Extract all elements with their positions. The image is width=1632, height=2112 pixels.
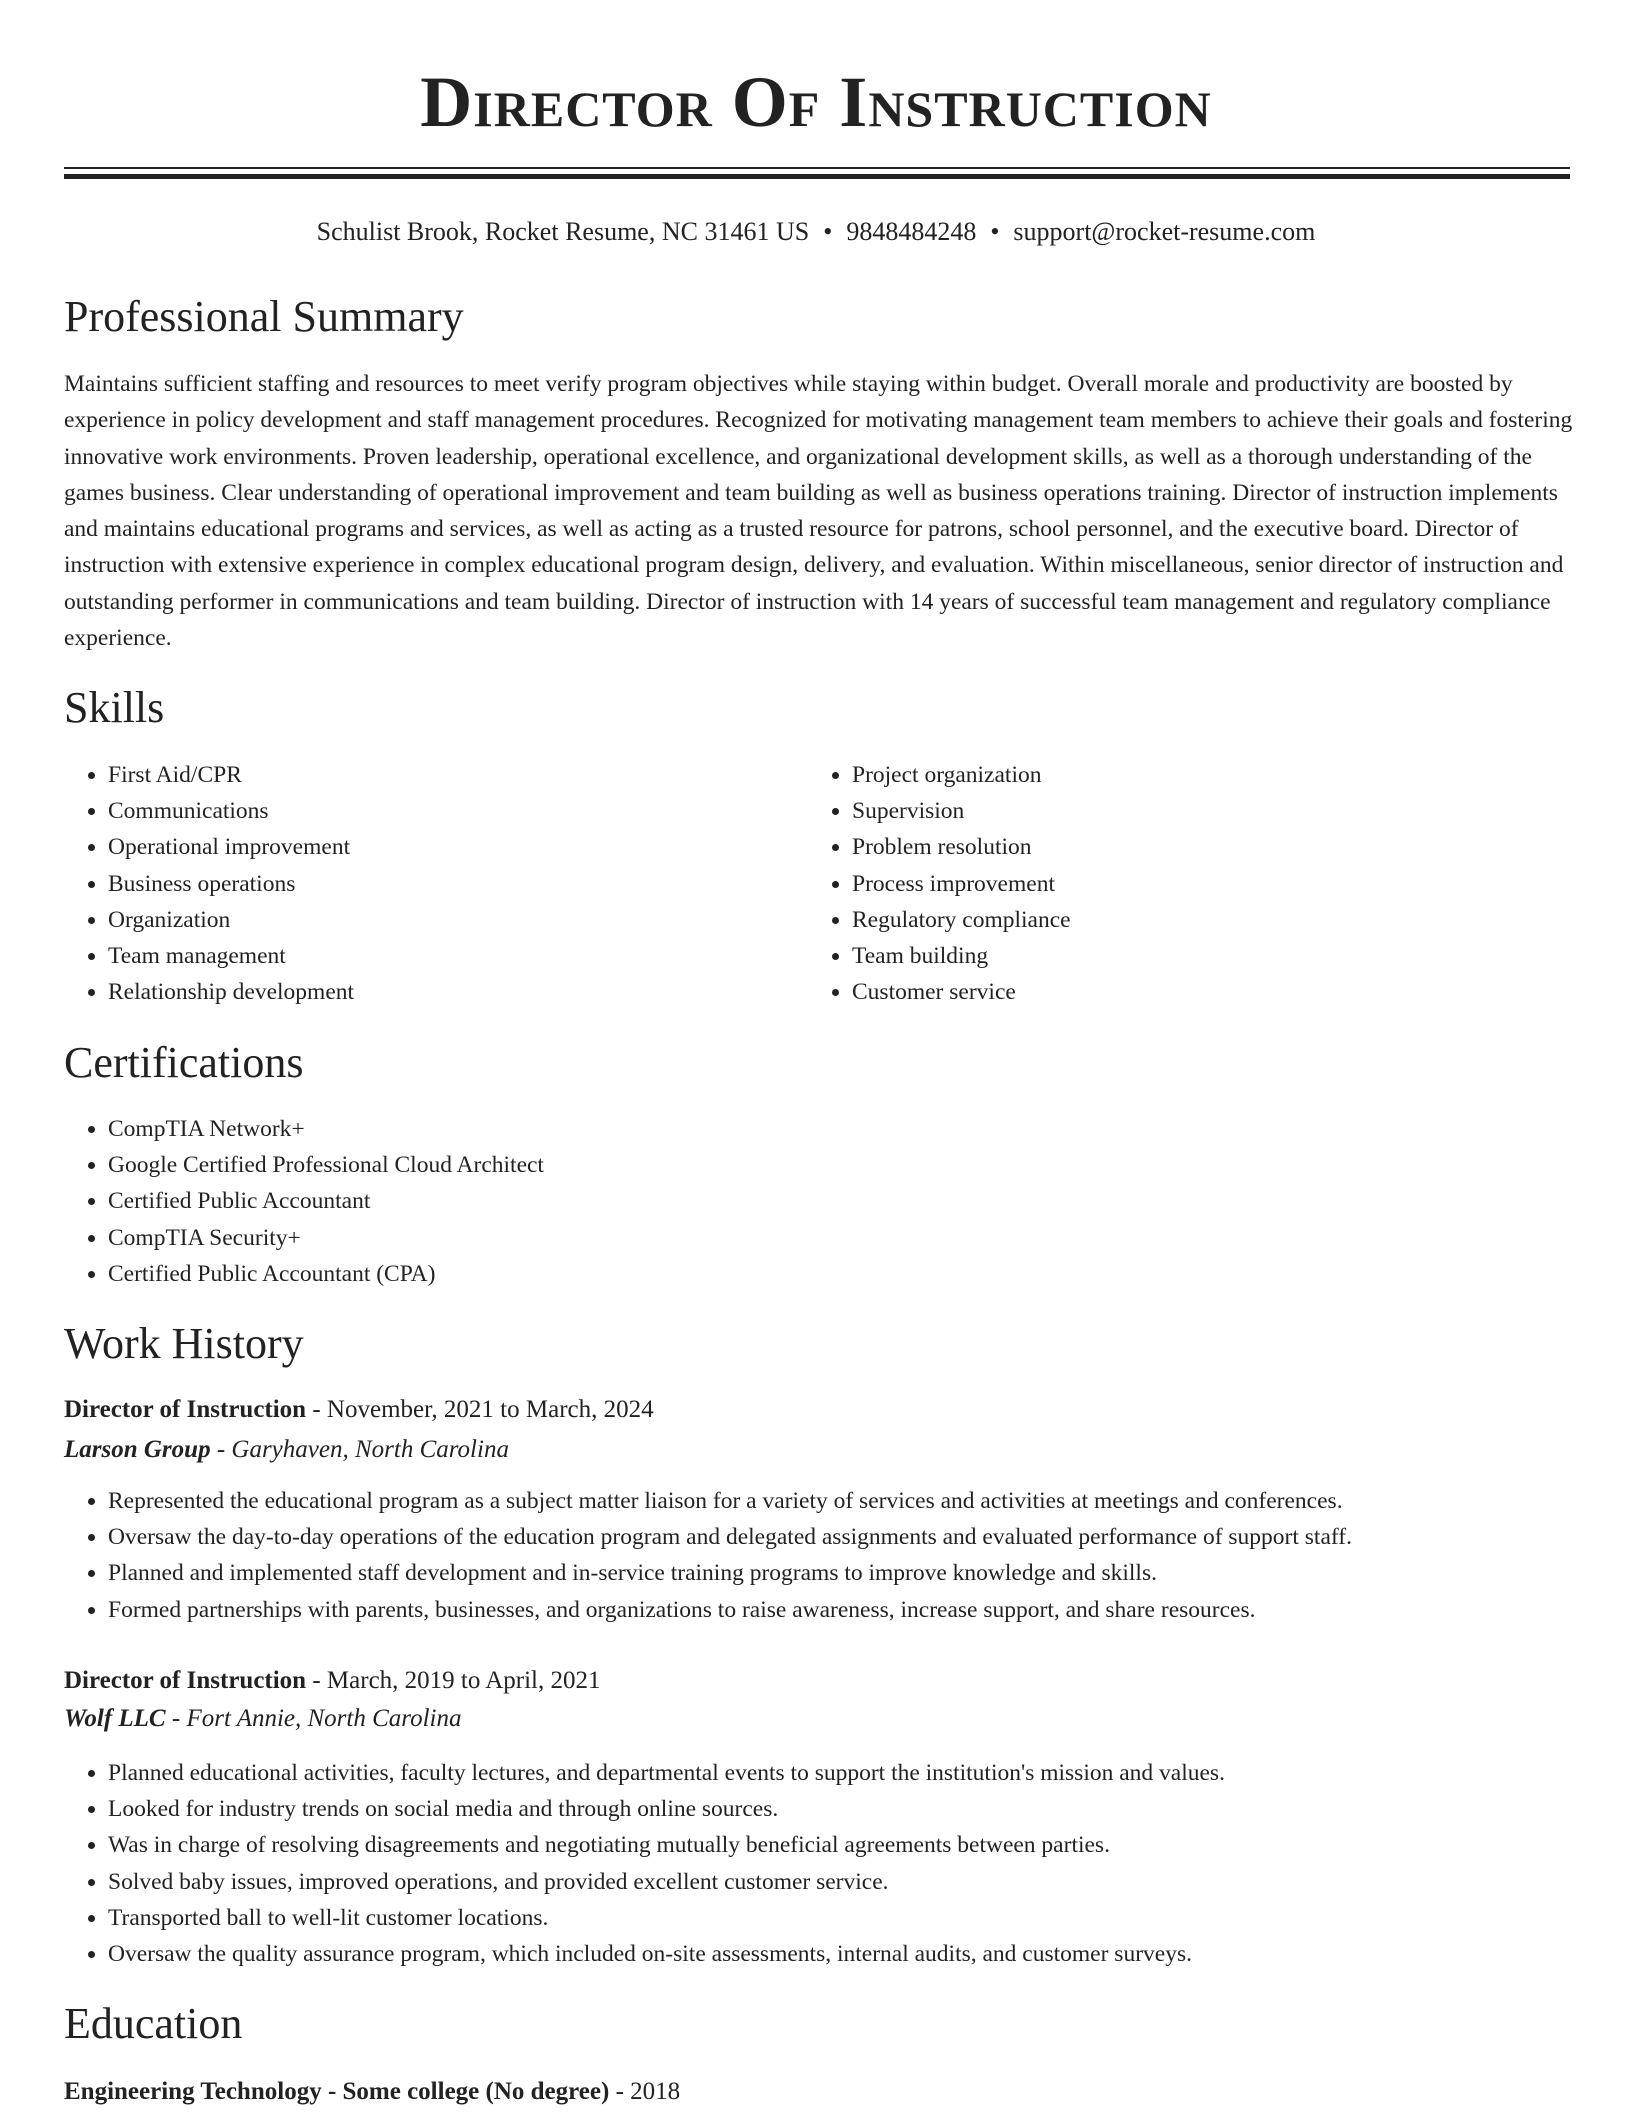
job-bullet: • Planned educational activities, faculty lectures, and departmental events to support the institution's mission and values. bbox=[108, 1755, 1628, 1791]
job-company-line bbox=[64, 1701, 461, 1737]
work-history-heading: Work History bbox=[64, 1319, 304, 1368]
job-company: Larson Group bbox=[64, 1436, 211, 1463]
job-bullet: • Looked for industry trends on social media and through online sources. bbox=[108, 1791, 1628, 1827]
job-dates: - March, 2019 to April, 2021 bbox=[306, 1667, 601, 1694]
job-title: Director of Instruction bbox=[64, 1667, 307, 1694]
skill-item: • Organization bbox=[108, 902, 808, 938]
contact-separator: • bbox=[823, 217, 833, 246]
contact-address: Schulist Brook, Rocket Resume, NC 31461 US bbox=[316, 217, 810, 246]
skill-item: • Operational improvement bbox=[108, 829, 808, 865]
contact-phone: 9848484248 bbox=[846, 217, 977, 246]
certification-item: • CompTIA Network+ bbox=[108, 1111, 1508, 1147]
skill-item: • Team management bbox=[108, 938, 808, 974]
skill-item: • Project organization bbox=[852, 757, 1552, 793]
skill-item: • Supervision bbox=[852, 793, 1552, 829]
certification-item: • Certified Public Accountant bbox=[108, 1183, 1508, 1219]
job-bullet: • Planned and implemented staff development and in-service training programs to improve knowledge and skills. bbox=[108, 1555, 1628, 1591]
skill-item: • Business operations bbox=[108, 866, 808, 902]
contact-separator: • bbox=[990, 217, 1000, 246]
job-bullet: • Was in charge of resolving disagreements and negotiating mutually beneficial agreements between parties. bbox=[108, 1827, 1628, 1863]
job-location: - Garyhaven, North Carolina bbox=[210, 1436, 509, 1463]
job-bullets bbox=[64, 1755, 1628, 1972]
job-title-line bbox=[64, 1392, 654, 1428]
education-degree: Engineering Technology - Some college (No degree) bbox=[64, 2078, 610, 2105]
job-title: Director of Instruction bbox=[64, 1396, 307, 1423]
skill-item: • Process improvement bbox=[852, 866, 1552, 902]
summary-heading: Professional Summary bbox=[64, 292, 464, 341]
certifications-list bbox=[64, 1111, 1508, 1292]
job-company: Wolf LLC bbox=[64, 1705, 166, 1732]
skills-list-left bbox=[64, 757, 808, 1010]
resume-title: Director Of Instruction bbox=[420, 62, 1212, 142]
job-bullets bbox=[64, 1483, 1628, 1628]
job-title-line bbox=[64, 1663, 601, 1699]
certification-item: • CompTIA Security+ bbox=[108, 1220, 1508, 1256]
skills-list-right bbox=[808, 757, 1552, 1010]
skill-item: • First Aid/CPR bbox=[108, 757, 808, 793]
job-bullet: • Formed partnerships with parents, businesses, and organizations to raise awareness, increase support, and share resources. bbox=[108, 1592, 1628, 1628]
job-bullet: • Solved baby issues, improved operations, and provided excellent customer service. bbox=[108, 1864, 1628, 1900]
skill-item: • Communications bbox=[108, 793, 808, 829]
skill-item: • Problem resolution bbox=[852, 829, 1552, 865]
skill-item: • Customer service bbox=[852, 974, 1552, 1010]
job-bullet: • Oversaw the day-to-day operations of the education program and delegated assignments and evaluated performance of support staff. bbox=[108, 1519, 1628, 1555]
title-rule-thick bbox=[64, 174, 1570, 179]
contact-email: support@rocket-resume.com bbox=[1013, 217, 1316, 246]
job-location: - Fort Annie, North Carolina bbox=[165, 1705, 462, 1732]
education-year: - 2018 bbox=[609, 2078, 681, 2105]
skill-item: • Team building bbox=[852, 938, 1552, 974]
title-rule-thin bbox=[64, 167, 1570, 169]
education-line bbox=[64, 2074, 680, 2110]
job-company-line bbox=[64, 1432, 509, 1468]
contact-line bbox=[0, 214, 1632, 250]
job-bullet: • Represented the educational program as a subject matter liaison for a variety of services and activities at meetings and conferences. bbox=[108, 1483, 1628, 1519]
job-bullet: • Transported ball to well-lit customer locations. bbox=[108, 1900, 1628, 1936]
education-heading: Education bbox=[64, 1999, 243, 2048]
summary-text: Maintains sufficient staffing and resources to meet verify program objectives while staying within budget. Overall morale and productivity are boosted by experience in policy development and staff management procedures. Recognized for motivating management team members to achieve their goals and fostering innovative work environments. Proven leadership, operational excellence, and organizational development skills, as well as a thorough understanding of the games business. Clear understanding of operational improvement and team building as well as business operations training. Director of instruction implements and maintains educational programs and services, as well as acting as a trusted resource for patrons, school personnel, and the executive board. Director of instruction with extensive experience in complex educational program design, delivery, and evaluation. Within miscellaneous, senior director of instruction and outstanding performer in communications and team building. Director of instruction with 14 years of successful team management and regulatory compliance experience. bbox=[64, 371, 1573, 652]
skills-heading: Skills bbox=[64, 683, 165, 732]
job-bullet: • Oversaw the quality assurance program, which included on-site assessments, internal audits, and customer surveys. bbox=[108, 1936, 1628, 1972]
job-dates: - November, 2021 to March, 2024 bbox=[306, 1396, 654, 1423]
skill-item: • Relationship development bbox=[108, 974, 808, 1010]
skill-item: • Regulatory compliance bbox=[852, 902, 1552, 938]
certification-item: • Certified Public Accountant (CPA) bbox=[108, 1256, 1508, 1292]
certifications-heading: Certifications bbox=[64, 1038, 304, 1087]
certification-item: • Google Certified Professional Cloud Architect bbox=[108, 1147, 1508, 1183]
